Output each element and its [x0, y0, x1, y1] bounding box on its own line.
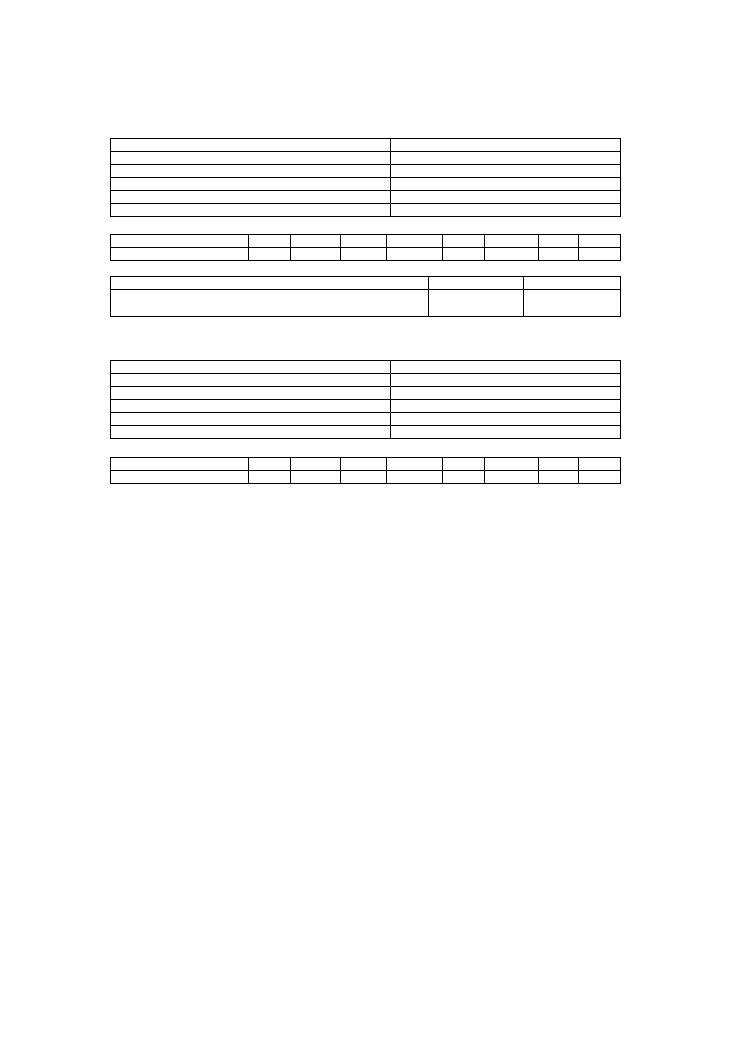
cell: [443, 458, 485, 471]
table-2-orientation: [110, 457, 621, 484]
cell: [391, 387, 621, 400]
cell: [111, 471, 249, 484]
table-1-orientation: [110, 234, 621, 261]
cell: [391, 191, 621, 204]
cell: [387, 458, 443, 471]
cell: [579, 458, 621, 471]
cell: [443, 235, 485, 248]
cell: [111, 400, 391, 413]
table-row: [111, 471, 621, 484]
table-row: [111, 361, 621, 374]
table-row: [111, 413, 621, 426]
table-row: [111, 165, 621, 178]
cell: [111, 387, 391, 400]
cell: [391, 374, 621, 387]
table-row: [111, 139, 621, 152]
table-row: [111, 277, 621, 290]
cell: [249, 235, 291, 248]
cell: [524, 277, 621, 290]
cell: [341, 235, 387, 248]
table-row: [111, 426, 621, 439]
cell: [111, 413, 391, 426]
cell: [341, 248, 387, 261]
cell: [341, 458, 387, 471]
cell: [291, 248, 341, 261]
table-row: [111, 235, 621, 248]
cell: [249, 471, 291, 484]
cell: [579, 248, 621, 261]
cell: [291, 458, 341, 471]
cell: [391, 152, 621, 165]
cell: [391, 361, 621, 374]
cell: [111, 139, 391, 152]
cell: [111, 361, 391, 374]
cell: [391, 139, 621, 152]
cell: [387, 235, 443, 248]
cell: [579, 235, 621, 248]
cell: [429, 277, 524, 290]
cell: [391, 178, 621, 191]
table-2-general: [110, 360, 621, 439]
cell: [485, 471, 539, 484]
cell: [249, 248, 291, 261]
cell: [341, 471, 387, 484]
cell: [485, 248, 539, 261]
cell: [111, 248, 249, 261]
cell: [539, 248, 579, 261]
cell: [111, 204, 391, 217]
cell: [111, 277, 429, 290]
cell: [443, 248, 485, 261]
cell: [443, 471, 485, 484]
cell: [111, 290, 429, 317]
cell: [539, 235, 579, 248]
cell: [111, 458, 249, 471]
cell: [391, 204, 621, 217]
cell: [111, 426, 391, 439]
cell: [485, 458, 539, 471]
table-1-general: [110, 138, 621, 217]
cell: [539, 458, 579, 471]
cell: [391, 165, 621, 178]
table-row: [111, 458, 621, 471]
table-row: [111, 400, 621, 413]
cell: [111, 235, 249, 248]
table-1-resistance: [110, 276, 621, 317]
cell: [387, 248, 443, 261]
cell: [111, 178, 391, 191]
cell: [579, 471, 621, 484]
cell: [111, 165, 391, 178]
cell: [291, 471, 341, 484]
cell: [387, 471, 443, 484]
table-row: [111, 191, 621, 204]
table-row: [111, 290, 621, 317]
table-row: [111, 248, 621, 261]
cell: [539, 471, 579, 484]
cell: [485, 235, 539, 248]
table-row: [111, 204, 621, 217]
cell: [111, 191, 391, 204]
cell: [391, 400, 621, 413]
table-row: [111, 387, 621, 400]
cell: [249, 458, 291, 471]
cell: [524, 290, 621, 317]
cell: [291, 235, 341, 248]
cell: [111, 152, 391, 165]
table-row: [111, 152, 621, 165]
table-row: [111, 178, 621, 191]
cell: [429, 290, 524, 317]
table-row: [111, 374, 621, 387]
cell: [391, 426, 621, 439]
cell: [111, 374, 391, 387]
cell: [391, 413, 621, 426]
